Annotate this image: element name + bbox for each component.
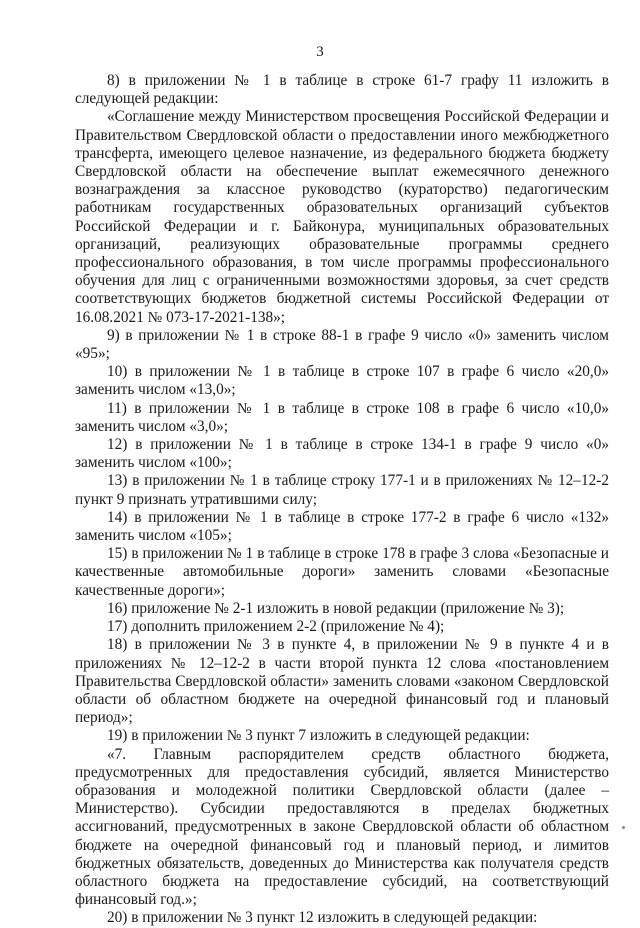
paragraph: 19) в приложении № 3 пункт 7 изложить в следующей редакции: [107,727,530,745]
paragraph: 11) в приложении № 1 в таблице в строке 108 в графе 6 число «10,0» заменить числом «3,0»; [75,399,609,435]
paragraph: 16) приложение № 2-1 изложить в новой редакции (приложение № 3); [107,599,565,617]
paragraph: 8) в приложении № 1 в таблице в строке 61-7 графу 11 изложить в следующей редакции: [75,72,609,108]
paragraph: 18) в приложении № 3 в пункте 4, в приложении № 9 в пункте 4 и в приложениях № 12–12-2 в части второй пункта 12 слова «постановлением Правительства Свердловской области» заменить словами «законом Свердловской области об областном бюджете на очередной финансовый год и плановый период»; [75,636,609,727]
paragraph: 14) в приложении № 1 в таблице в строке 177-2 в графе 6 число «132» заменить числом «105»; [75,508,609,545]
paragraph: 10) в приложении № 1 в таблице в строке 107 в графе 6 число «20,0» заменить числом «13,0»; [75,363,609,399]
paragraph: 20) в приложении № 3 пункт 12 изложить в следующей редакции: [107,909,538,927]
scan-speck [622,826,625,829]
paragraph: 15) в приложении № 1 в таблице в строке 178 в графе 3 слова «Безопасные и качественные автомобильные дороги» заменить словами «Безопасные качественные дороги»; [75,545,609,599]
paragraph: 17) дополнить приложением 2-2 (приложение № 4); [107,618,445,636]
document-body [75,72,609,928]
paragraph: 12) в приложении № 1 в таблице в строке 134-1 в графе 9 число «0» заменить числом «100»; [75,436,609,472]
quoted-paragraph: «Соглашение между Министерством просвещения Российской Федерации и Правительством Свердловской области о предоставлении иного межбюджетного трансферта, имеющего целевое назначение, из федерального бюджета бюджету Свердловской области на обеспечение выплат ежемесячного денежного вознаграждения за классное руководство (кураторство) педагогическим работникам государственных образовательных организаций субъектов Российской Федерации и г. Байконура, муниципальных образовательных организаций, реализующих образовательные программы среднего профессионального образования, в том числе программы профессионального обучения для лиц с ограниченными возможностями здоровья, за счет средств соответствующих бюджетов бюджетной системы Российской Федерации от 16.08.2021 № 073-17-2021-138»; [75,108,609,326]
paragraph: 13) в приложении № 1 в таблице строку 177-1 и в приложениях № 12–12-2 пункт 9 признать утратившими силу; [75,472,609,508]
paragraph: 9) в приложении № 1 в строке 88-1 в графе 9 число «0» заменить числом «95»; [75,326,609,363]
page-number: 3 [316,44,324,60]
quoted-paragraph: «7. Главным распорядителем средств областного бюджета, предусмотренных для предоставления субсидий, является Министерство образования и молодежной политики Свердловской области (далее – Министерство). Субсидии предоставляются в пределах бюджетных ассигнований, предусмотренных в законе Свердловской области об областном бюджете на очередной финансовый год и плановый период, и лимитов бюджетных обязательств, доведенных до Министерства как получателя средств областного бюджета на предоставление субсидий, на соответствующий финансовый год.»; [75,745,609,909]
